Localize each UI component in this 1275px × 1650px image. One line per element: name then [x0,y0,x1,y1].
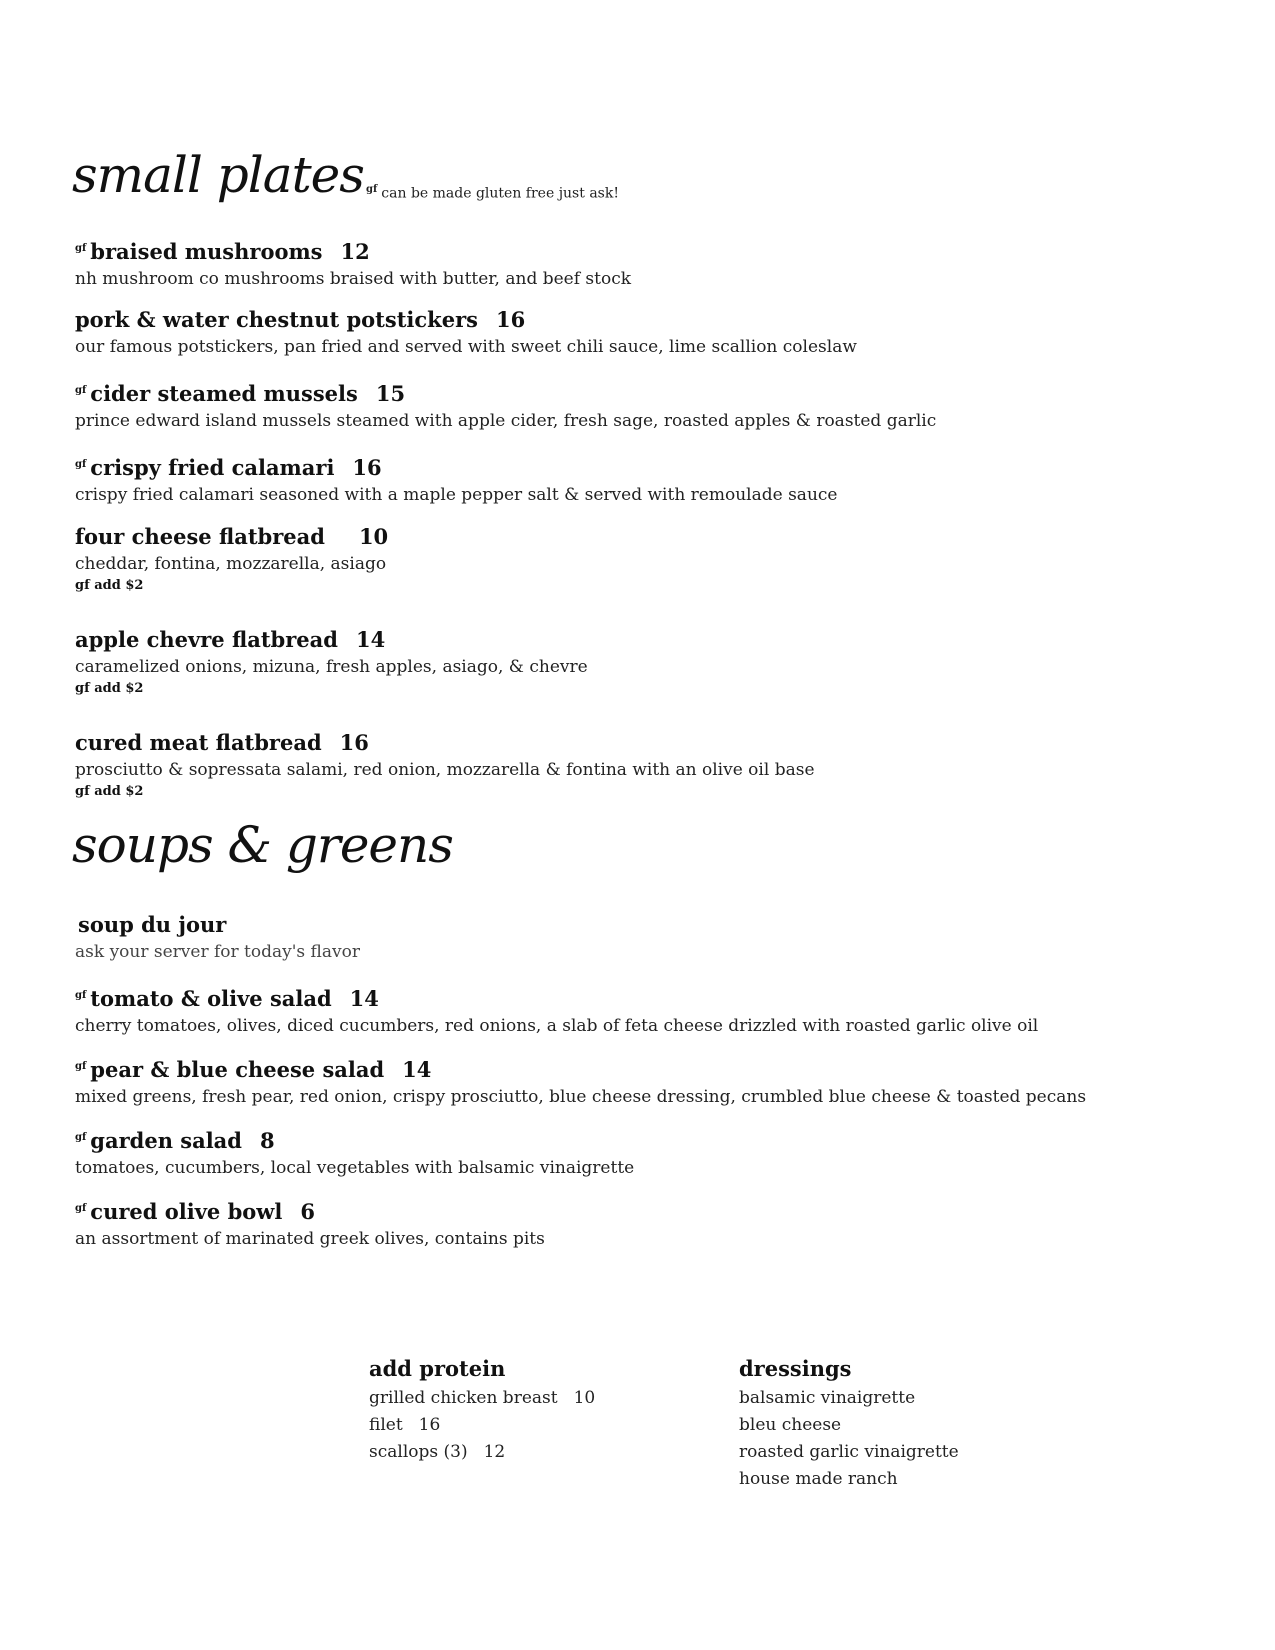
item-price: 6 [300,1199,315,1224]
item-description: caramelized onions, mizuna, fresh apples, asiago, & chevre [75,657,588,677]
item-description: mixed greens, fresh pear, red onion, crispy prosciutto, blue cheese dressing, crumbled blue cheese & toasted pecans [75,1087,1087,1107]
item-description: cheddar, fontina, mozzarella, asiago [75,554,387,574]
item-name: $^{gf}$ tomato & olive salad [75,986,332,1011]
menu-item [75,1125,1225,1179]
item-price: 14 [355,627,386,652]
dressings-list [739,1385,959,1493]
list-item: bleu cheese [739,1415,842,1435]
item-description: our famous potstickers, pan fried and served with sweet chili sauce, lime scallion coleslaw [75,337,857,357]
menu-item [75,378,1225,432]
item-name: $^{gf}$ cured olive bowl [75,1199,283,1224]
add-protein-title: add protein [369,1356,506,1381]
item-name: pork & water chestnut potstickers [75,307,478,332]
dressings-section [739,1356,959,1493]
item-price: 10 [358,524,389,549]
item-name: soup du jour [78,912,227,937]
gf-add-note: gf add $2 [75,681,144,696]
menu-item [75,524,1225,595]
menu-item [75,1196,1225,1250]
item-price: 16 [352,455,382,480]
item-name: $^{gf}$ pear & blue cheese salad [75,1057,385,1082]
gf-mark: gf [75,990,87,1001]
item-price: 12 [483,1442,506,1462]
add-protein-list [369,1385,595,1466]
item-name: $^{gf}$ cider steamed mussels [75,381,358,406]
small-plates-title: small plates [72,146,364,204]
menu-item [75,307,1225,358]
item-description: prince edward island mussels steamed with apple cider, fresh sage, roasted apples & roasted garlic [75,411,937,431]
gf-mark: gf [366,184,378,195]
item-name: $^{gf}$ crispy fried calamari [75,455,335,480]
gf-mark: gf [75,459,87,470]
dressings-title: dressings [739,1356,852,1381]
item-description: an assortment of marinated greek olives, contains pits [75,1229,545,1249]
item-name: $^{gf}$ garden salad [75,1128,242,1153]
gf-mark: gf [75,1203,87,1214]
gf-mark: gf [75,243,87,254]
list-item: roasted garlic vinaigrette [739,1442,959,1462]
list-item: balsamic vinaigrette [739,1388,916,1408]
item-price: 16 [339,730,369,755]
menu-item [75,912,1225,963]
menu-item [75,627,1225,698]
menu-item [75,236,1225,290]
gf-mark: gf [75,1061,87,1072]
list-item: house made ranch [739,1469,898,1489]
item-description: cherry tomatoes, olives, diced cucumbers, red onions, a slab of feta cheese drizzled with roasted garlic olive oil [75,1016,1039,1036]
menu-item [75,452,1225,506]
gf-add-note: gf add $2 [75,784,144,799]
list-item: grilled chicken breast 10 [369,1388,596,1408]
gf-note-text: can be made gluten free just ask! [381,185,619,202]
item-name: apple chevre flatbread [75,627,338,652]
item-price: 16 [418,1415,441,1435]
list-item: filet 16 [369,1415,441,1435]
menu-item [75,983,1225,1037]
gf-add-note: gf add $2 [75,578,144,593]
item-price: 8 [259,1128,275,1153]
item-name: four cheese flatbread [75,524,325,549]
item-name: $^{gf}$ braised mushrooms [75,239,323,264]
item-price: 14 [402,1057,432,1082]
item-description: ask your server for today's flavor [75,942,360,962]
item-name: cured meat flatbread [75,730,322,755]
item-price: 10 [573,1388,596,1408]
item-price: 16 [495,307,526,332]
item-description: nh mushroom co mushrooms braised with butter, and beef stock [75,269,632,289]
item-price: 15 [375,381,406,406]
item-description: tomatoes, cucumbers, local vegetables with balsamic vinaigrette [75,1158,635,1178]
gf-mark: gf [75,385,87,396]
gluten-free-note [366,184,619,202]
menu-item [75,1054,1225,1108]
soups-greens-title: soups & greens [72,816,453,874]
gf-mark: gf [75,1132,87,1143]
item-description: crispy fried calamari seasoned with a maple pepper salt & served with remoulade sauce [75,485,838,505]
item-description: prosciutto & sopressata salami, red onion, mozzarella & fontina with an olive oil base [75,760,815,780]
add-protein-section [369,1356,595,1466]
item-price: 14 [349,986,379,1011]
item-price: 12 [340,239,370,264]
menu-item [75,730,1225,801]
list-item: scallops (3) 12 [369,1442,506,1462]
